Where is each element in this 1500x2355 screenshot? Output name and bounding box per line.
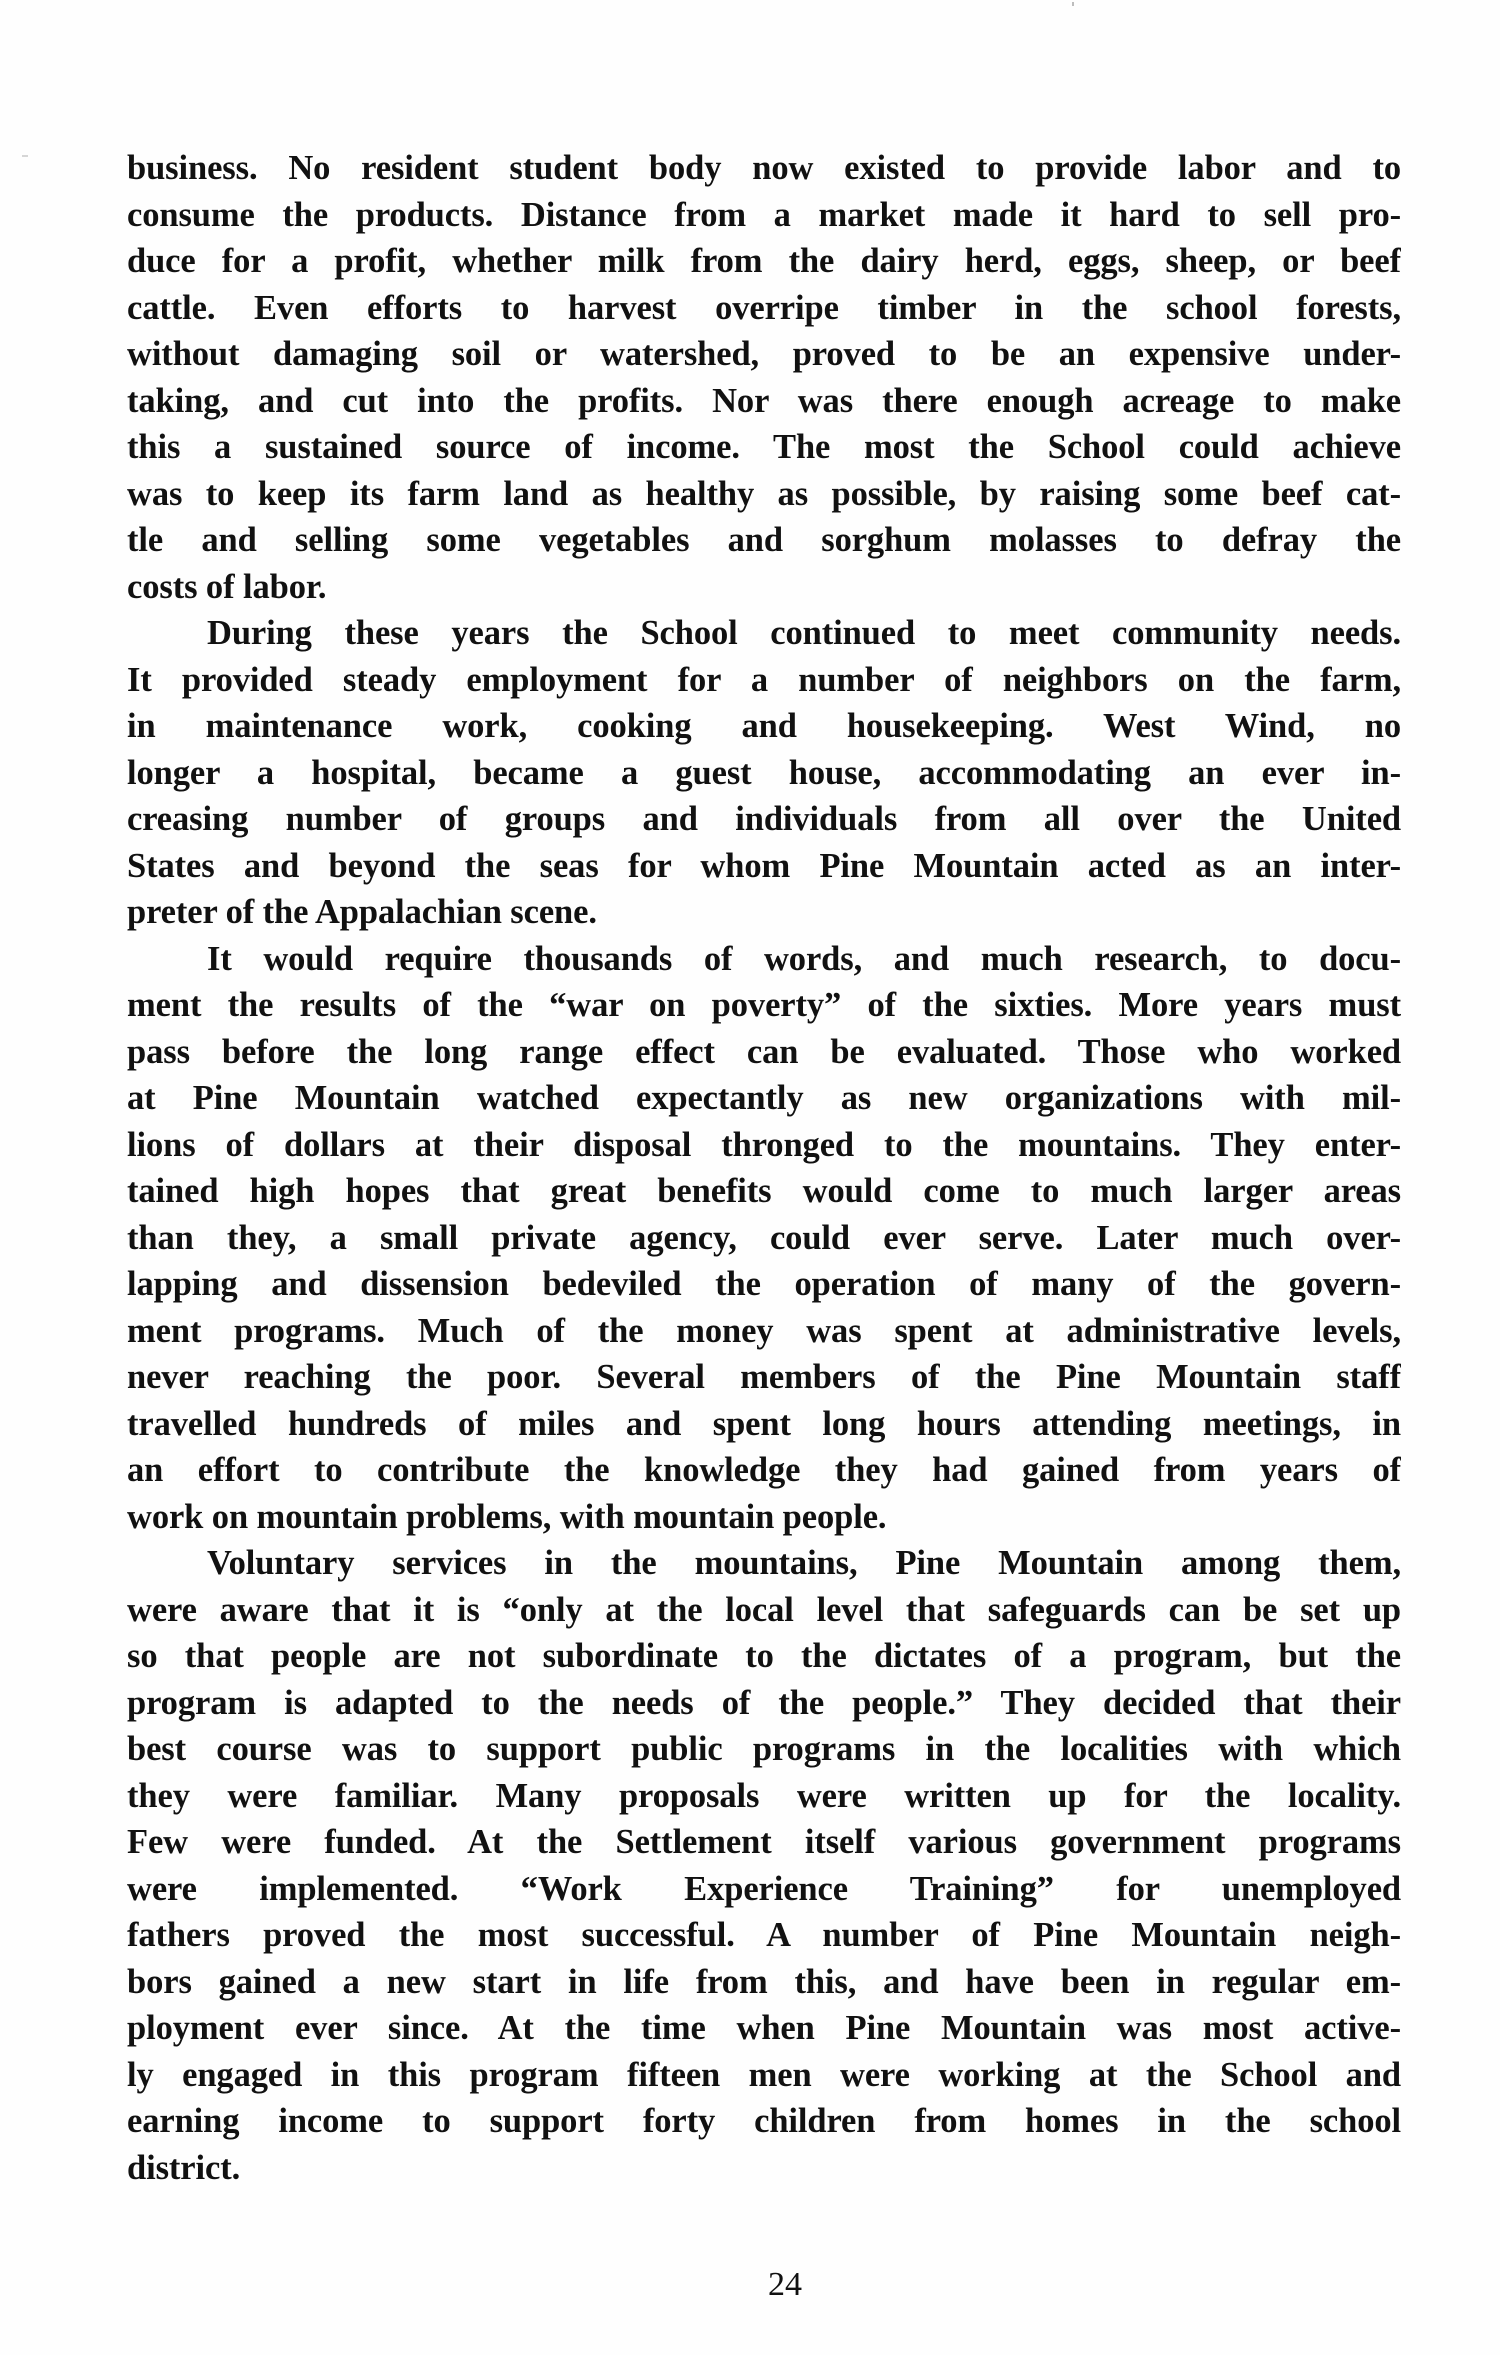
text-line: best course was to support public programs in the localities with which	[127, 1730, 1401, 1768]
text-line: business. No resident student body now existed to provide labor and to	[127, 149, 1401, 187]
text-line: pass before the long range effect can be evaluated. Those who worked	[127, 1032, 1401, 1071]
text-line: ployment ever since. At the time when Pine Mountain was most active-	[127, 2009, 1401, 2047]
paragraph-1	[127, 145, 1401, 610]
text-line: an effort to contribute the knowledge they had gained from years of	[127, 1451, 1401, 1489]
text-line: was to keep its farm land as healthy as possible, by raising some beef cat-	[127, 474, 1401, 513]
paragraph-2	[127, 610, 1401, 936]
text-line: bors gained a new start in life from this, and have been in regular em-	[127, 1962, 1401, 2001]
text-line: Few were funded. At the Settlement itself various government programs	[127, 1823, 1401, 1861]
text-line: costs of labor.	[127, 567, 327, 606]
text-line: During these years the School continued to meet community needs.	[207, 614, 1401, 652]
text-line: than they, a small private agency, could ever serve. Later much over-	[127, 1218, 1401, 1257]
text-line: lions of dollars at their disposal thronged to the mountains. They enter-	[127, 1125, 1401, 1164]
scan-artifact	[22, 155, 28, 157]
text-line: tained high hopes that great benefits would come to much larger areas	[127, 1172, 1401, 1210]
body-text	[127, 145, 1401, 2191]
text-line: never reaching the poor. Several members of the Pine Mountain staff	[127, 1358, 1401, 1396]
text-line: at Pine Mountain watched expectantly as new organizations with mil-	[127, 1079, 1401, 1117]
text-line: travelled hundreds of miles and spent long hours attending meetings, in	[127, 1404, 1401, 1443]
text-line: in maintenance work, cooking and housekeeping. West Wind, no	[127, 707, 1401, 745]
text-line: were implemented. “Work Experience Training” for unemployed	[127, 1869, 1401, 1908]
text-line: consume the products. Distance from a market made it hard to sell pro-	[127, 195, 1401, 234]
text-line: program is adapted to the needs of the people.” They decided that their	[127, 1683, 1401, 1722]
text-line: fathers proved the most successful. A number of Pine Mountain neigh-	[127, 1916, 1401, 1954]
text-line: It provided steady employment for a number of neighbors on the farm,	[127, 660, 1401, 699]
text-line: It would require thousands of words, and much research, to docu-	[207, 939, 1401, 978]
paragraph-3	[127, 936, 1401, 1541]
text-line: creasing number of groups and individuals from all over the United	[127, 800, 1401, 838]
text-line: States and beyond the seas for whom Pine Mountain acted as an inter-	[127, 846, 1401, 885]
text-line: preter of the Appalachian scene.	[127, 893, 597, 931]
text-line: district.	[127, 2148, 241, 2187]
paragraph-4	[127, 1540, 1401, 2191]
text-line: taking, and cut into the profits. Nor was there enough acreage to make	[127, 381, 1401, 420]
text-line: duce for a profit, whether milk from the dairy herd, eggs, sheep, or beef	[127, 242, 1401, 280]
text-line: work on mountain problems, with mountain people.	[127, 1497, 887, 1536]
text-line: Voluntary services in the mountains, Pine Mountain among them,	[207, 1544, 1401, 1582]
text-line: they were familiar. Many proposals were written up for the locality.	[127, 1776, 1401, 1815]
text-line: tle and selling some vegetables and sorghum molasses to defray the	[127, 521, 1401, 559]
text-line: lapping and dissension bedeviled the operation of many of the govern-	[127, 1265, 1401, 1303]
text-line: ly engaged in this program fifteen men were working at the School and	[127, 2055, 1401, 2094]
text-line: without damaging soil or watershed, proved to be an expensive under-	[127, 335, 1401, 373]
text-line: cattle. Even efforts to harvest overripe timber in the school forests,	[127, 288, 1401, 327]
text-line: were aware that it is “only at the local level that safeguards can be set up	[127, 1590, 1401, 1629]
text-line: earning income to support forty children from homes in the school	[127, 2102, 1401, 2140]
scan-artifact	[1072, 2, 1074, 6]
text-line: this a sustained source of income. The most the School could achieve	[127, 428, 1401, 466]
text-line: ment the results of the “war on poverty” of the sixties. More years must	[127, 986, 1401, 1024]
text-line: ment programs. Much of the money was spent at administrative levels,	[127, 1311, 1401, 1350]
page-number: 24	[768, 2266, 802, 2303]
text-line: so that people are not subordinate to the dictates of a program, but the	[127, 1637, 1401, 1675]
text-line: longer a hospital, became a guest house, accommodating an ever in-	[127, 753, 1401, 792]
